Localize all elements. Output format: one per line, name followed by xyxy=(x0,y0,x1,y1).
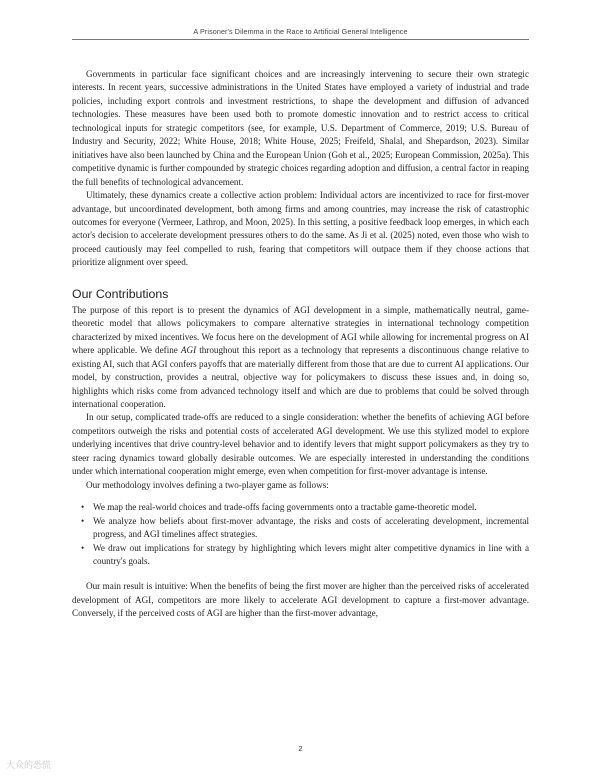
header-rule xyxy=(72,39,529,40)
list-item-text: We analyze how beliefs about first-mover advantage, the risks and costs of accelerating development, incremental progress, and AGI timelines affect strategies. xyxy=(93,515,529,540)
contributions-p1-text-b: throughout this report as a technology that represents a discontinuous change relative to existing AI, such that AGI confers payoffs that are materially different from those that are due to current AI applications. Our model, by construction, provides a neutral, objective way for policymakers to discuss these issues and, in doing so, highlights which risks come from advanced technology itself and which are due to problems that could be solved through international cooperation. xyxy=(72,345,529,409)
list-item xyxy=(72,542,529,569)
watermark: 大众的恐慌 xyxy=(6,761,52,771)
page-body xyxy=(72,68,529,621)
bullet-icon: • xyxy=(81,542,85,553)
bullet-icon: • xyxy=(81,515,85,526)
running-title: A Prisoner's Dilemma in the Race to Artificial General Intelligence xyxy=(193,27,408,36)
list-item xyxy=(72,515,529,542)
list-item-text: We draw out implications for strategy by highlighting which levers might alter competitive dynamics in line with a country's goals. xyxy=(93,542,529,566)
section-heading: Our Contributions xyxy=(72,286,169,301)
contributions-p1-text-a: The purpose of this report is to present the dynamics of AGI development in a simple, mathematically neutral, game-theoretic model that allows policymakers to compare alternative strategies in international technology competition characterized by mixed incentives. We focus here on the development of AGI while allowing for incremental progress on AI where applicable. We define xyxy=(72,304,529,356)
intro-paragraph-2: Ultimately, these dynamics create a collective action problem: Individual actors are incentivized to race for first-mover advantage, but uncoordinated development, both among firms and among countries, may increase the risk of catastrophic outcomes for everyone (Vermeer, Lathrop, and Moon, 2025). In this setting, a positive feedback loop emerges, in which each actor's decision to accelerate development pressures others to do the same. As Ji et al. (2025) noted, even those who wish to proceed cautiously may feel compelled to rush, fearing that competitors will outpace them if they choose actions that prioritize alignment over speed. xyxy=(72,190,529,268)
list-item-text: We map the real-world choices and trade-offs facing governments onto a tractable game-theoretic model. xyxy=(93,502,477,513)
contributions-paragraph-2: In our setup, complicated trade-offs are reduced to a single consideration: whether the benefits of achieving AGI before competitors outweigh the risks and potential costs of accelerated AGI development. We use this stylized model to explore underlying incentives that drive country-level behavior and to identify levers that might support policymakers as they try to steer racing dynamics toward globally desirable outcomes. We are especially interested in understanding the conditions under which international cooperation might emerge, even when competition for first-mover advantage is intense. xyxy=(72,412,529,477)
agi-emphasis: AGI xyxy=(180,345,197,356)
list-item xyxy=(72,501,529,514)
contributions-paragraph-1 xyxy=(72,304,529,412)
bullet-icon: • xyxy=(81,502,85,513)
methodology-list xyxy=(72,501,529,568)
contributions-paragraph-4: Our main result is intuitive: When the benefits of being the first mover are higher than the perceived risks of accelerated development of AGI, competitors are more likely to accelerate AGI development to capture a first-mover advantage. Conversely, if the perceived costs of AGI are higher than the first-mover advantage, xyxy=(72,581,529,619)
contributions-paragraph-3: Our methodology involves defining a two-player game as follows: xyxy=(86,479,329,490)
page-number: 2 xyxy=(298,744,303,753)
intro-paragraph-1: Governments in particular face significant choices and are increasingly intervening to secure their own strategic interests. In recent years, successive administrations in the United States have employed a variety of industrial and trade policies, including export controls and investment restrictions, to shape the development and diffusion of advanced technologies. These measures have been used both to promote domestic innovation and to restrict access to critical technological inputs for strategic competitors (see, for example, U.S. Department of Commerce, 2019; U.S. Bureau of Industry and Security, 2022; White House, 2018; White House, 2025; Freifeld, Shalal, and Shepardson, 2023). Similar initiatives have also been launched by China and the European Union (Goh et al., 2025; European Commission, 2025a). This competitive dynamic is further compounded by strategic choices regarding adoption and diffusion, a central factor in reaping the full benefits of technological advancement. xyxy=(72,69,529,187)
